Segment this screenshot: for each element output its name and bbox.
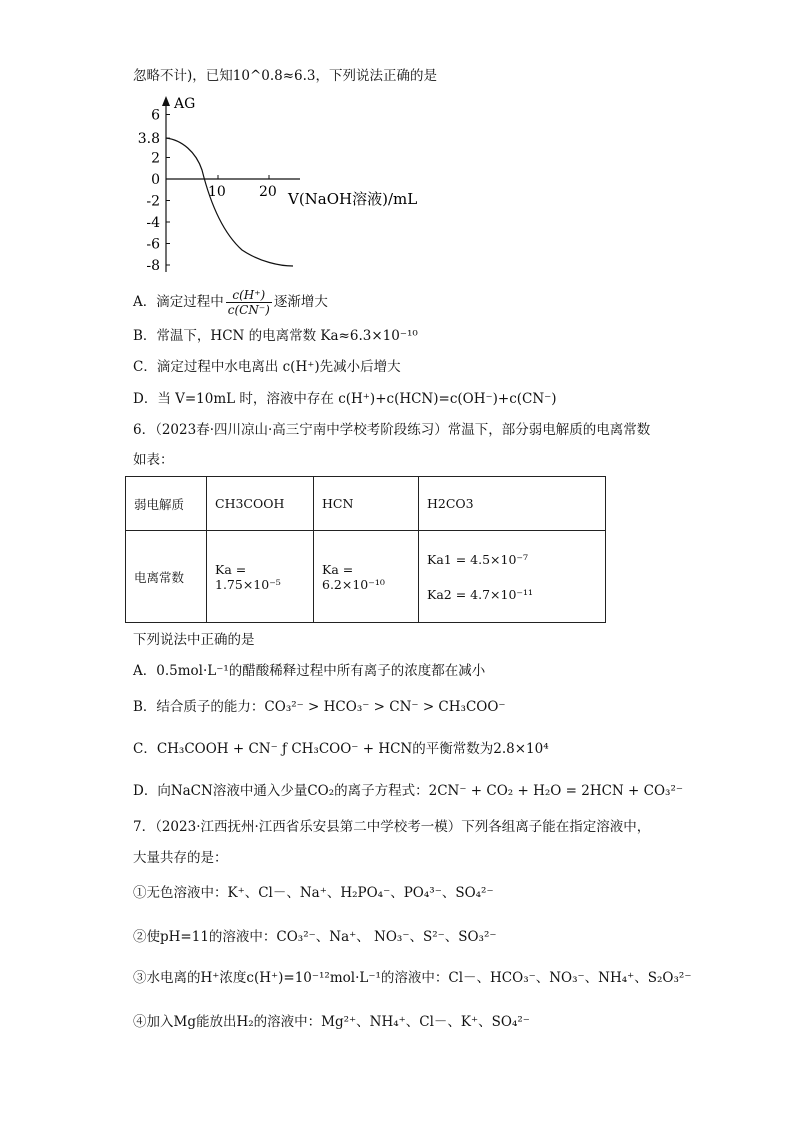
- y-tick-label: -4: [146, 215, 160, 231]
- q6-option-c: C．CH₃COOH + CN⁻ ƒ CH₃COO⁻ + HCN的平衡常数为2.8×10⁴: [133, 741, 549, 757]
- q7-item-4: ④加入Mg能放出H₂的溶液中：Mg²⁺、NH₄⁺、Cl－、K⁺、SO₄²⁻: [133, 1014, 530, 1030]
- table-header-cell: CH3COOH: [207, 477, 314, 531]
- y-tick-label: 6: [151, 107, 160, 124]
- q5-option-c: C．滴定过程中水电离出 c(H⁺)先减小后增大: [133, 359, 401, 375]
- q7-item-1: ①无色溶液中：K⁺、Cl－、Na⁺、H₂PO₄⁻、PO₄³⁻、SO₄²⁻: [133, 885, 494, 901]
- q6-stem: 6．（2023春·四川凉山·高三宁南中学校考阶段练习）常温下，部分弱电解质的电离常数: [133, 422, 651, 438]
- q6-stem-cont: 如表：: [133, 452, 174, 468]
- intro-line: 忽略不计)，已知10^0.8≈6.3，下列说法正确的是: [133, 68, 438, 84]
- table-header-cell: 弱电解质: [126, 477, 207, 531]
- q6-option-b: B．结合质子的能力：CO₃²⁻ > HCO₃⁻ > CN⁻ > CH₃COO⁻: [133, 699, 506, 715]
- q5-option-a: A．滴定过程中 $\frac{c(H^+)}{c(CN^-)}$ 逐渐增大: [133, 288, 328, 317]
- q7-stem: 7．（2023·江西抚州·江西省乐安县第二中学校考一模）下列各组离子能在指定溶液中，: [133, 819, 651, 835]
- x-axis-label: V(NaOH溶液)/mL: [288, 190, 418, 208]
- table-row-label: 电离常数: [126, 531, 207, 623]
- q6-question: 下列说法中正确的是: [133, 632, 255, 648]
- y-tick-label: -6: [146, 236, 160, 253]
- ka2-value: Ka2 = 4.7×10⁻¹¹: [427, 586, 534, 602]
- q6-option-a: A．0.5mol·L⁻¹的醋酸稀释过程中所有离子的浓度都在减小: [133, 663, 486, 679]
- table-cell: Ka = 1.75×10⁻⁵: [207, 531, 314, 623]
- y-tick-label: 3.8: [137, 131, 160, 148]
- x-tick-label: 10: [208, 184, 226, 200]
- y-tick-label: 0: [151, 172, 160, 188]
- ionization-constant-table: [125, 476, 606, 623]
- titration-curve: [166, 138, 293, 266]
- table-header-cell: HCN: [314, 477, 419, 531]
- y-tick-label: -8: [146, 258, 160, 272]
- y-axis-label: AG: [174, 96, 196, 112]
- q5-option-b: B．常温下，HCN 的电离常数 Ka≈6.3×10⁻¹⁰: [133, 328, 418, 344]
- q7-item-2: ②使pH=11的溶液中：CO₃²⁻、Na⁺、 NO₃⁻、S²⁻、SO₃²⁻: [133, 929, 497, 945]
- ratio-fraction: $\frac{c(H^+)}{c(CN^-)}$: [227, 288, 270, 317]
- table-cell: [419, 531, 606, 623]
- y-ticks: [138, 108, 170, 273]
- table-header-cell: H2CO3: [419, 477, 606, 531]
- q7-item-3: ③水电离的H⁺浓度c(H⁺)=10⁻¹²mol·L⁻¹的溶液中：Cl－、HCO₃⁻、NO₃⁻、NH₄⁺、S₂O₃²⁻: [133, 970, 692, 986]
- table-cell: Ka = 6.2×10⁻¹⁰: [314, 531, 419, 623]
- q7-stem-cont: 大量共存的是：: [133, 850, 228, 866]
- y-tick-label: -2: [146, 193, 160, 210]
- q5-option-d: D．当 V=10mL 时，溶液中存在 c(H⁺)+c(HCN)=c(OH⁻)+c(CN⁻): [133, 391, 557, 407]
- x-tick-label: 20: [259, 184, 277, 200]
- ka1-value: Ka1 = 4.5×10⁻⁷: [427, 551, 529, 567]
- ag-titration-graph: [130, 92, 460, 272]
- q6-option-d: D．向NaCN溶液中通入少量CO₂的离子方程式：2CN⁻ + CO₂ + H₂O = 2HCN + CO₃²⁻: [133, 783, 683, 799]
- y-axis-arrow: [162, 96, 170, 106]
- y-tick-label: 2: [151, 150, 160, 167]
